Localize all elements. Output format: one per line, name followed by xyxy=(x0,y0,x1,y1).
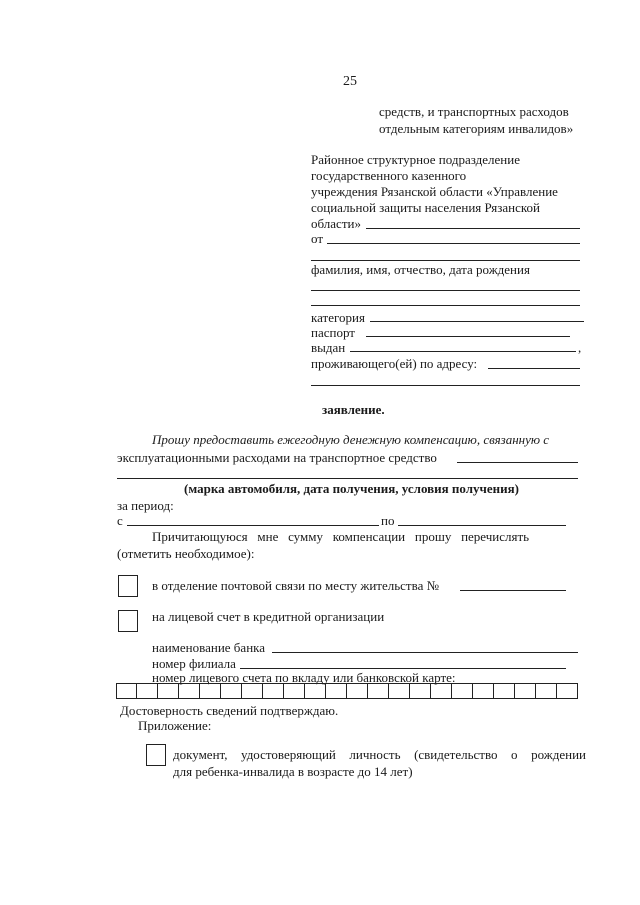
account-digit-cell[interactable] xyxy=(557,683,578,699)
period-from-label: с xyxy=(117,513,123,528)
passport-label: паспорт xyxy=(311,325,355,340)
account-number-cells[interactable] xyxy=(116,683,578,699)
account-digit-cell[interactable] xyxy=(410,683,431,699)
issued-label: выдан xyxy=(311,340,346,355)
residing-fill-line-2[interactable] xyxy=(311,385,580,386)
account-digit-cell[interactable] xyxy=(452,683,473,699)
account-digit-cell[interactable] xyxy=(347,683,368,699)
option-bank-account: на лицевой счет в кредитной организации xyxy=(152,609,385,624)
from-fill-line[interactable] xyxy=(327,243,580,244)
period-to-fill-line[interactable] xyxy=(398,525,566,526)
from-fill-line-2[interactable] xyxy=(311,260,580,261)
residing-fill-line[interactable] xyxy=(488,368,580,369)
issued-fill-line[interactable] xyxy=(350,351,576,352)
account-digit-cell[interactable] xyxy=(263,683,284,699)
residing-label: проживающего(ей) по адресу: xyxy=(311,356,478,371)
account-digit-cell[interactable] xyxy=(284,683,305,699)
account-digit-cell[interactable] xyxy=(536,683,557,699)
account-digit-cell[interactable] xyxy=(494,683,515,699)
fio-caption: фамилия, имя, отчество, дата рождения xyxy=(311,262,530,277)
account-label: номер лицевого счета по вкладу или банковской карте: xyxy=(152,670,456,685)
attachment-label: Приложение: xyxy=(138,718,212,733)
bank-name-fill-line[interactable] xyxy=(272,652,578,653)
account-digit-cell[interactable] xyxy=(515,683,536,699)
request-line-1: Прошу предоставить ежегодную денежную компенсацию, связанную с xyxy=(152,432,550,447)
period-label: за период: xyxy=(117,498,174,513)
post-office-number-fill-line[interactable] xyxy=(460,590,566,591)
branch-label: номер филиала xyxy=(152,656,236,671)
account-digit-cell[interactable] xyxy=(389,683,410,699)
addressee-fill-line[interactable] xyxy=(366,228,580,229)
addressee-line-4: социальной защиты населения Рязанской xyxy=(311,200,540,215)
account-digit-cell[interactable] xyxy=(179,683,200,699)
account-digit-cell[interactable] xyxy=(158,683,179,699)
request-line-2: эксплуатационными расходами на транспортное средство xyxy=(117,450,437,465)
from-label: от xyxy=(311,231,324,246)
account-digit-cell[interactable] xyxy=(305,683,326,699)
transfer-line-2: (отметить необходимое): xyxy=(117,546,255,561)
addressee-line-3: учреждения Рязанской области «Управление xyxy=(311,184,558,199)
period-to-label: по xyxy=(381,513,395,528)
attachment-line-2: для ребенка-инвалида в возрасте до 14 лет) xyxy=(173,764,413,779)
option-post-office: в отделение почтовой связи по месту жительства № xyxy=(152,578,439,593)
account-digit-cell[interactable] xyxy=(137,683,158,699)
account-digit-cell[interactable] xyxy=(242,683,263,699)
attachment-id-checkbox[interactable] xyxy=(146,744,166,766)
account-digit-cell[interactable] xyxy=(326,683,347,699)
addressee-line-2: государственного казенного xyxy=(311,168,467,183)
account-digit-cell[interactable] xyxy=(116,683,137,699)
header-continuation-line-2: отдельным категориям инвалидов» xyxy=(379,121,574,136)
bank-name-label: наименование банка xyxy=(152,640,266,655)
period-from-fill-line[interactable] xyxy=(127,525,379,526)
vehicle-fill-line[interactable] xyxy=(457,462,578,463)
account-digit-cell[interactable] xyxy=(200,683,221,699)
page-number: 25 xyxy=(343,74,357,89)
category-fill-line[interactable] xyxy=(370,321,584,322)
addressee-line-1: Районное структурное подразделение xyxy=(311,152,520,167)
post-office-checkbox[interactable] xyxy=(118,575,138,597)
fio-fill-line-1[interactable] xyxy=(311,290,580,291)
confirmation-text: Достоверность сведений подтверждаю. xyxy=(120,703,339,718)
document-title: заявление. xyxy=(322,402,385,417)
account-digit-cell[interactable] xyxy=(221,683,242,699)
category-label: категория xyxy=(311,310,365,325)
account-digit-cell[interactable] xyxy=(431,683,452,699)
vehicle-fill-line-2[interactable] xyxy=(117,478,578,479)
issued-comma: , xyxy=(578,340,582,355)
passport-fill-line[interactable] xyxy=(366,336,570,337)
account-digit-cell[interactable] xyxy=(473,683,494,699)
account-digit-cell[interactable] xyxy=(368,683,389,699)
fio-fill-line-2[interactable] xyxy=(311,305,580,306)
car-caption: (марка автомобиля, дата получения, условия получения) xyxy=(184,481,519,496)
bank-account-checkbox[interactable] xyxy=(118,610,138,632)
transfer-line-1: Причитающуюся мне сумму компенсации прошу перечислять xyxy=(152,529,530,544)
branch-fill-line[interactable] xyxy=(240,668,566,669)
header-continuation-line-1: средств, и транспортных расходов xyxy=(379,104,569,119)
attachment-line-1: документ, удостоверяющий личность (свидетельство о рождении xyxy=(173,747,586,762)
addressee-line-5: области» xyxy=(311,216,361,231)
